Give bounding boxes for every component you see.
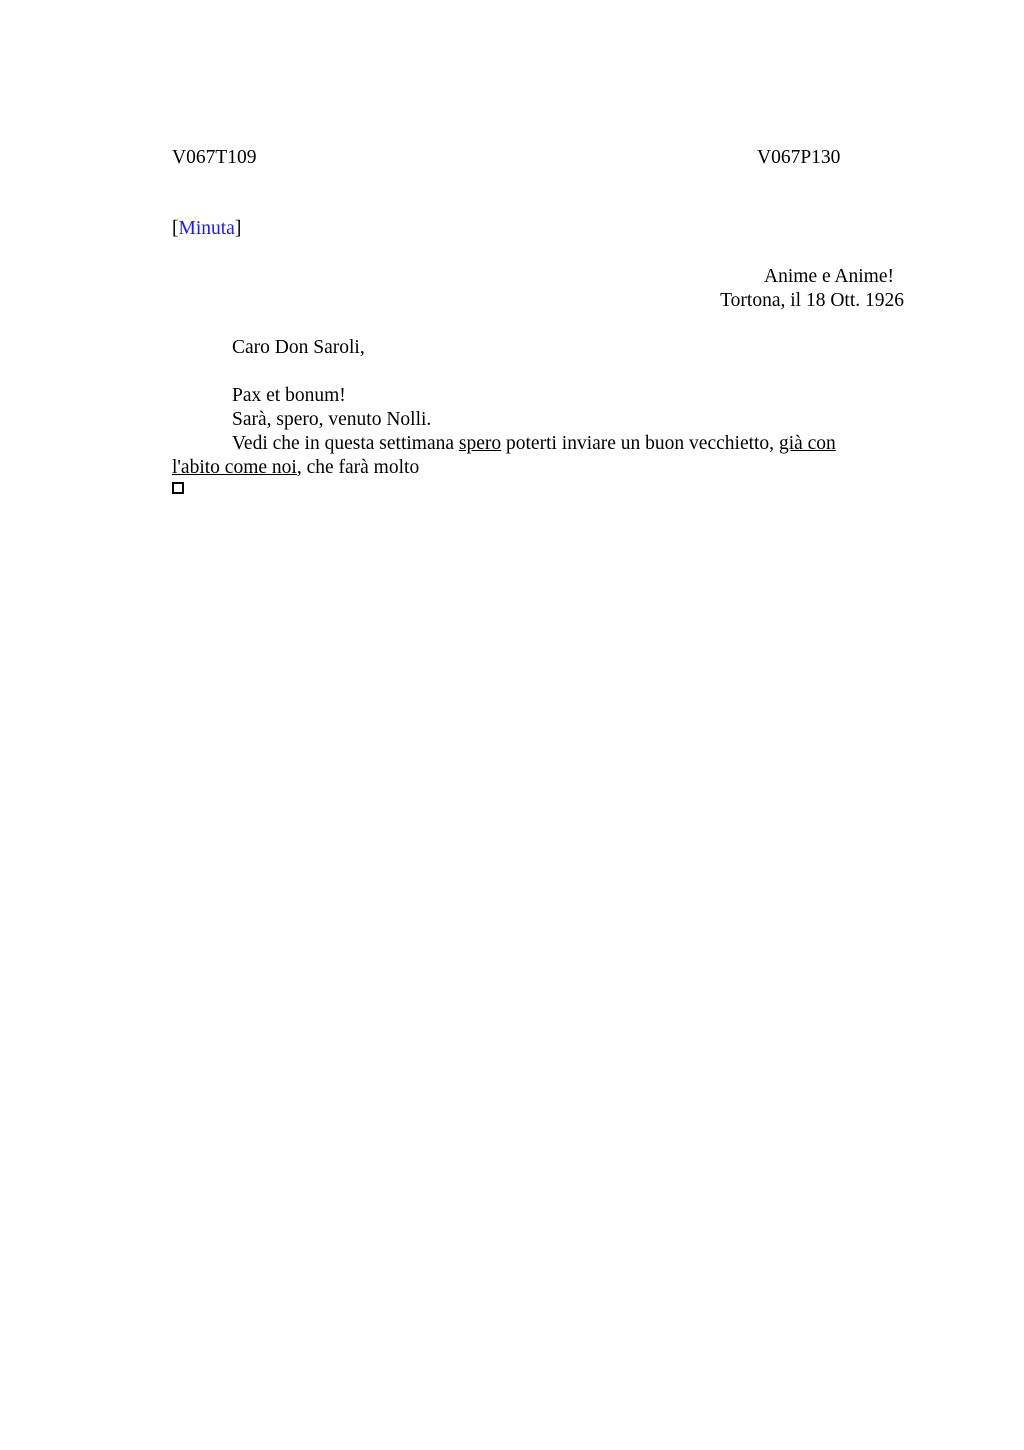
motto: Anime e Anime! — [764, 266, 894, 287]
underlined-abito-come-noi: l'abito come noi — [172, 457, 297, 478]
open-bracket: [ — [172, 218, 179, 239]
body-line-4 — [172, 456, 419, 480]
close-bracket: ] — [234, 218, 242, 239]
underlined-spero: spero — [458, 433, 502, 454]
place-date: Tortona, il 18 Ott. 1926 — [720, 290, 904, 311]
square-outline-icon — [172, 482, 184, 494]
body-line-3 — [232, 432, 836, 456]
minuta-annotation — [172, 217, 241, 241]
body-line-2: Sarà, spero, venuto Nolli. — [232, 409, 432, 430]
line4-text-b: , che farà molto — [296, 457, 420, 478]
greeting-line: Pax et bonum! — [232, 385, 346, 406]
line3-text-a: Vedi che in questa settimana — [232, 433, 459, 454]
minuta-label: Minuta — [178, 218, 235, 239]
underlined-gia-con: già con — [778, 433, 836, 454]
line3-text-b: poterti inviare un buon vecchietto, — [501, 433, 779, 454]
document-code-left: V067T109 — [172, 147, 257, 168]
salutation: Caro Don Saroli, — [232, 337, 365, 358]
document-code-right: V067P130 — [757, 147, 841, 168]
